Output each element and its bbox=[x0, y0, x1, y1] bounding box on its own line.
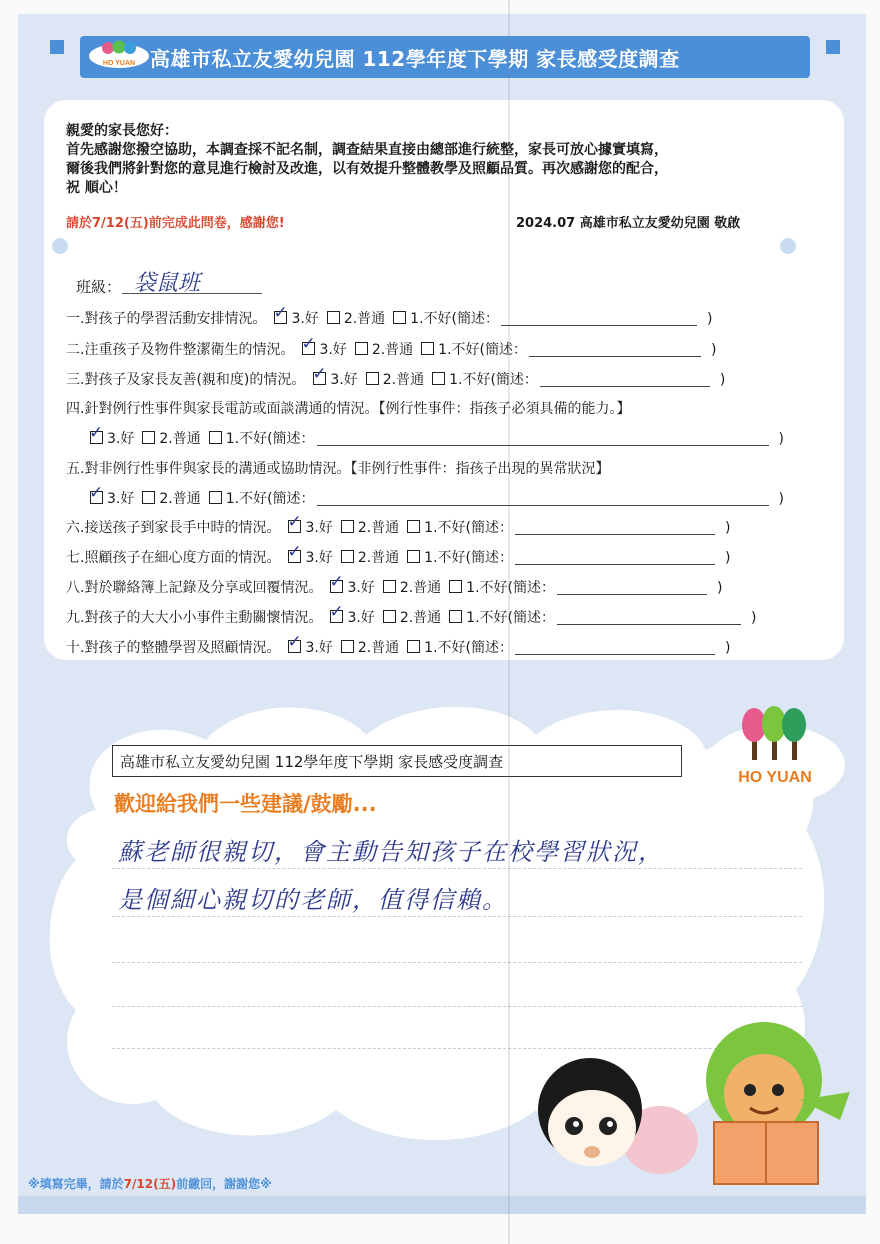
intro-line-1: 首先感謝您撥空協助，本調查採不記名制，調查結果直接由總部進行統整，家長可放心據實填寫， bbox=[66, 142, 668, 158]
header-right-square bbox=[826, 40, 840, 54]
option-label-normal: 2.普通 bbox=[357, 550, 400, 566]
question-row bbox=[66, 398, 630, 418]
feedback-prompt: 歡迎給我們一些建議/鼓勵... bbox=[114, 792, 377, 816]
checkbox-bad[interactable] bbox=[209, 431, 222, 444]
deadline-notice: 請於7/12(五)前完成此問卷，感謝您! bbox=[66, 216, 285, 231]
checkbox-bad[interactable] bbox=[432, 372, 445, 385]
remark-line[interactable] bbox=[515, 564, 715, 565]
question-row bbox=[66, 369, 725, 389]
close-paren: ) bbox=[725, 520, 731, 536]
option-label-normal: 2.普通 bbox=[371, 342, 414, 358]
checkbox-bad[interactable] bbox=[449, 580, 462, 593]
checkbox-normal[interactable] bbox=[355, 342, 368, 355]
option-label-good: 3.好 bbox=[291, 311, 319, 327]
option-label-good: 3.好 bbox=[330, 372, 358, 388]
footer-bar bbox=[18, 1196, 866, 1214]
writing-line bbox=[112, 868, 802, 870]
close-paren: ) bbox=[751, 610, 757, 626]
question-text: 三.對孩子及家長友善(親和度)的情況。 bbox=[66, 372, 306, 388]
option-label-normal: 2.普通 bbox=[399, 610, 442, 626]
checkbox-bad[interactable] bbox=[421, 342, 434, 355]
remark-line[interactable] bbox=[515, 534, 715, 535]
checkbox-bad[interactable] bbox=[407, 640, 420, 653]
option-label-good: 3.好 bbox=[319, 342, 347, 358]
answer-options bbox=[294, 342, 716, 358]
answer-options bbox=[82, 491, 784, 507]
option-label-bad: 1.不好(簡述： bbox=[466, 610, 555, 626]
question-text: 二.注重孩子及物件整潔衛生的情況。 bbox=[66, 342, 295, 358]
option-label-bad: 1.不好(簡述： bbox=[424, 520, 513, 536]
question-text: 七.照顧孩子在細心度方面的情況。 bbox=[66, 550, 281, 566]
writing-line bbox=[112, 916, 802, 918]
intro-line-3: 祝 順心！ bbox=[66, 180, 127, 196]
remark-line[interactable] bbox=[540, 386, 710, 387]
signoff: 2024.07 高雄市私立友愛幼兒園 敬啟 bbox=[516, 216, 741, 231]
question-row bbox=[66, 607, 756, 627]
footer-date: 7/12(五) bbox=[123, 1177, 177, 1191]
school-logo-icon bbox=[88, 38, 150, 68]
checkbox-bad[interactable] bbox=[407, 550, 420, 563]
option-label-bad: 1.不好(簡述： bbox=[424, 550, 513, 566]
close-paren: ) bbox=[778, 491, 785, 507]
option-label-bad: 1.不好(簡述： bbox=[466, 580, 555, 596]
question-row bbox=[66, 458, 609, 478]
remark-line[interactable] bbox=[317, 505, 769, 506]
option-label-good: 3.好 bbox=[347, 580, 375, 596]
option-label-good: 3.好 bbox=[305, 550, 333, 566]
question-row bbox=[66, 517, 730, 537]
writing-line bbox=[112, 962, 802, 964]
checkbox-normal[interactable] bbox=[341, 520, 354, 533]
svg-text:HO YUAN: HO YUAN bbox=[738, 769, 812, 786]
answer-options bbox=[280, 550, 730, 566]
option-label-normal: 2.普通 bbox=[382, 372, 425, 388]
answer-options bbox=[280, 520, 730, 536]
checkbox-bad[interactable] bbox=[449, 610, 462, 623]
remark-line[interactable] bbox=[529, 356, 701, 357]
feedback-title: 高雄市私立友愛幼兒園 112學年度下學期 家長感受度調查 bbox=[120, 753, 504, 771]
checkbox-bad[interactable] bbox=[393, 311, 406, 324]
option-label-good: 3.好 bbox=[107, 431, 135, 447]
green-hood-child-icon bbox=[700, 1010, 860, 1190]
checkbox-normal[interactable] bbox=[341, 640, 354, 653]
option-label-normal: 2.普通 bbox=[159, 431, 201, 447]
question-answer-row bbox=[82, 428, 784, 448]
decor-dot bbox=[780, 238, 796, 254]
class-label: 班級： bbox=[76, 278, 122, 296]
question-text: 一.對孩子的學習活動安排情況。 bbox=[66, 311, 267, 327]
close-paren: ) bbox=[719, 372, 726, 388]
option-label-bad: 1.不好(簡述： bbox=[438, 342, 527, 358]
header-left-square bbox=[50, 40, 64, 54]
checkbox-normal[interactable] bbox=[327, 311, 340, 324]
comment-line-2[interactable]: 是個細心親切的老師，值得信賴。 bbox=[118, 886, 508, 914]
question-text: 八.對於聯絡簿上記錄及分享或回覆情況。 bbox=[66, 580, 323, 596]
answer-options bbox=[322, 580, 722, 596]
checkbox-normal[interactable] bbox=[383, 610, 396, 623]
option-label-good: 3.好 bbox=[305, 640, 333, 656]
checkbox-good[interactable] bbox=[288, 520, 301, 533]
question-row bbox=[66, 339, 716, 359]
remark-line[interactable] bbox=[317, 445, 769, 446]
checkbox-good[interactable] bbox=[288, 550, 301, 563]
answer-options bbox=[82, 431, 784, 447]
remark-line[interactable] bbox=[557, 594, 707, 595]
footer-note bbox=[28, 1175, 272, 1192]
close-paren: ) bbox=[725, 640, 731, 656]
option-label-bad: 1.不好(簡述： bbox=[424, 640, 513, 656]
footer-prefix: ※填寫完畢，請於 bbox=[28, 1177, 124, 1191]
checkbox-normal[interactable] bbox=[366, 372, 379, 385]
survey-title: 高雄市私立友愛幼兒園 112學年度下學期 家長感受度調查 bbox=[150, 47, 680, 71]
option-label-bad: 1.不好(簡述： bbox=[410, 311, 499, 327]
checkbox-good[interactable] bbox=[90, 431, 103, 444]
option-label-good: 3.好 bbox=[347, 610, 375, 626]
option-label-normal: 2.普通 bbox=[159, 491, 201, 507]
option-label-good: 3.好 bbox=[107, 491, 135, 507]
close-paren: ) bbox=[725, 550, 731, 566]
decor-dot bbox=[52, 238, 68, 254]
checkbox-normal[interactable] bbox=[341, 550, 354, 563]
answer-options bbox=[280, 640, 730, 656]
checkbox-good[interactable] bbox=[302, 342, 315, 355]
close-paren: ) bbox=[711, 342, 717, 358]
checkbox-good[interactable] bbox=[313, 372, 326, 385]
option-label-bad: 1.不好(簡述： bbox=[225, 431, 315, 447]
question-text: 六.接送孩子到家長手中時的情況。 bbox=[66, 520, 281, 536]
question-text: 五.對非例行性事件與家長的溝通或協助情況。【非例行性事件：指孩子出現的異常狀況】 bbox=[66, 461, 610, 477]
option-label-normal: 2.普通 bbox=[399, 580, 442, 596]
option-label-normal: 2.普通 bbox=[343, 311, 386, 327]
checkbox-normal[interactable] bbox=[383, 580, 396, 593]
checkbox-good[interactable] bbox=[330, 580, 343, 593]
question-row bbox=[66, 308, 712, 328]
checkbox-good[interactable] bbox=[90, 491, 103, 504]
writing-line bbox=[112, 1006, 802, 1008]
option-label-normal: 2.普通 bbox=[357, 520, 400, 536]
intro-line-2: 爾後我們將針對您的意見進行檢討及改進，以有效提升整體教學及照顧品質。再次感謝您的配合， bbox=[66, 161, 668, 177]
remark-line[interactable] bbox=[557, 624, 741, 625]
question-text: 九.對孩子的大大小小事件主動關懷情況。 bbox=[66, 610, 323, 626]
child-illustration-icon bbox=[530, 1040, 710, 1180]
comment-line-1[interactable]: 蘇老師很親切，會主動告知孩子在校學習狀況， bbox=[118, 838, 664, 866]
svg-text:HO YUAN: HO YUAN bbox=[102, 60, 136, 67]
intro-greeting: 親愛的家長您好： bbox=[66, 123, 178, 139]
checkbox-bad[interactable] bbox=[407, 520, 420, 533]
question-text: 十.對孩子的整體學習及照顧情況。 bbox=[66, 640, 281, 656]
checkbox-bad[interactable] bbox=[209, 491, 222, 504]
close-paren: ) bbox=[778, 431, 785, 447]
option-label-good: 3.好 bbox=[305, 520, 333, 536]
remark-line[interactable] bbox=[515, 654, 715, 655]
question-row bbox=[66, 547, 730, 567]
answer-options bbox=[305, 372, 725, 388]
footer-suffix: 前繳回，謝謝您※ bbox=[176, 1177, 272, 1191]
question-row bbox=[66, 637, 730, 657]
question-text: 四.針對例行性事件與家長電訪或面談溝通的情況。【例行性事件：指孩子必須具備的能力。】 bbox=[66, 401, 631, 417]
checkbox-normal[interactable] bbox=[142, 491, 155, 504]
intro-text bbox=[66, 122, 826, 198]
close-paren: ) bbox=[717, 580, 723, 596]
checkbox-good[interactable] bbox=[274, 311, 287, 324]
class-value-handwritten[interactable]: 袋鼠班 bbox=[134, 271, 201, 296]
option-label-normal: 2.普通 bbox=[357, 640, 400, 656]
checkbox-good[interactable] bbox=[330, 610, 343, 623]
question-answer-row bbox=[82, 488, 784, 508]
question-row bbox=[66, 577, 722, 597]
checkbox-good[interactable] bbox=[288, 640, 301, 653]
checkbox-normal[interactable] bbox=[142, 431, 155, 444]
remark-line[interactable] bbox=[501, 325, 697, 326]
hoyuan-logo-icon bbox=[700, 690, 850, 810]
option-label-bad: 1.不好(簡述： bbox=[225, 491, 315, 507]
paper-fold-line bbox=[508, 0, 510, 1244]
answer-options bbox=[266, 311, 712, 327]
answer-options bbox=[322, 610, 756, 626]
close-paren: ) bbox=[707, 311, 713, 327]
option-label-bad: 1.不好(簡述： bbox=[449, 372, 538, 388]
